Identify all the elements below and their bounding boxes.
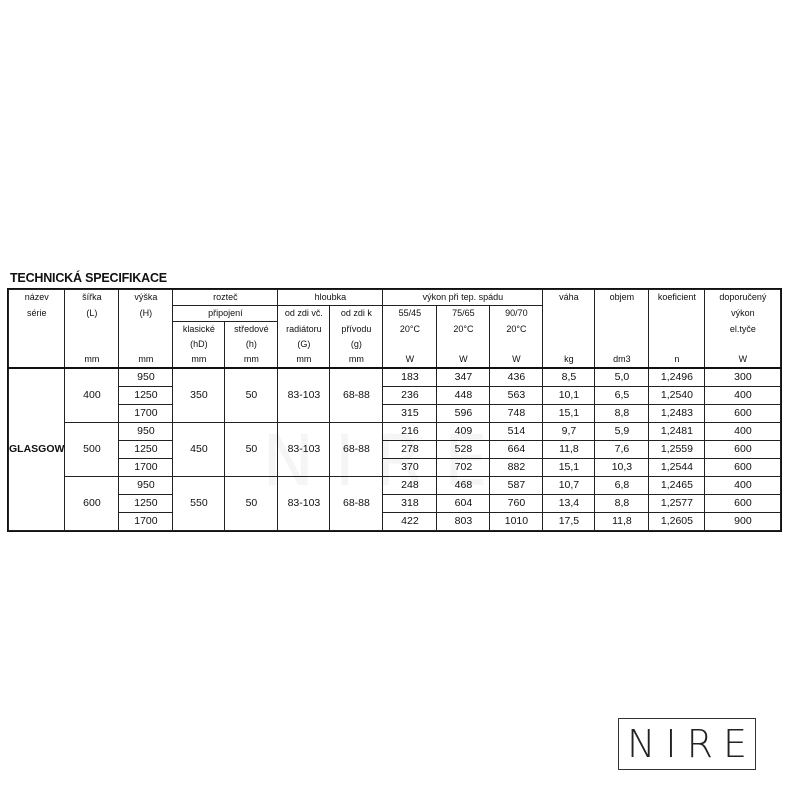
- unit-objem: dm3: [595, 352, 649, 368]
- header-blank: [595, 306, 649, 322]
- volume-cell: 5,0: [595, 368, 649, 387]
- power-75-cell: 468: [437, 477, 490, 495]
- h-cell: 50: [225, 368, 278, 423]
- unit-w3: W: [490, 352, 543, 368]
- unit-blank: [9, 352, 65, 368]
- unit-w1: W: [383, 352, 437, 368]
- header-temp-3: 20°C: [490, 322, 543, 338]
- height-cell: 950: [119, 423, 173, 441]
- volume-cell: 11,8: [595, 513, 649, 531]
- coefficient-cell: 1,2577: [649, 495, 705, 513]
- g-cell: 68-88: [330, 368, 383, 423]
- power-90-cell: 760: [490, 495, 543, 513]
- weight-cell: 13,4: [543, 495, 595, 513]
- volume-cell: 10,3: [595, 459, 649, 477]
- volume-cell: 6,8: [595, 477, 649, 495]
- table-row: [9, 423, 781, 441]
- header-od-zdi-vc: od zdi vč.: [278, 306, 330, 322]
- header-blank: [649, 337, 705, 352]
- header-doporuceny-3: el.tyče: [705, 322, 781, 338]
- power-75-cell: 347: [437, 368, 490, 387]
- header-blank: [543, 306, 595, 322]
- power-90-cell: 882: [490, 459, 543, 477]
- header-radiatoru: radiátoru: [278, 322, 330, 338]
- heater-power-cell: 400: [705, 423, 781, 441]
- heater-power-cell: 300: [705, 368, 781, 387]
- header-sirka: šířka: [65, 290, 119, 306]
- power-55-cell: 216: [383, 423, 437, 441]
- unit-vyska: mm: [119, 352, 173, 368]
- power-75-cell: 702: [437, 459, 490, 477]
- table-row: [9, 513, 781, 531]
- power-55-cell: 236: [383, 387, 437, 405]
- height-cell: 1700: [119, 405, 173, 423]
- header-radiatoru-sym: (G): [278, 337, 330, 352]
- volume-cell: 8,8: [595, 495, 649, 513]
- header-stredove-sym: (h): [225, 337, 278, 352]
- header-blank: [383, 337, 437, 352]
- hD-cell: 550: [173, 477, 225, 531]
- hD-cell: 450: [173, 423, 225, 477]
- header-klasicke: klasické: [173, 322, 225, 338]
- table-row: [9, 387, 781, 405]
- volume-cell: 6,5: [595, 387, 649, 405]
- weight-cell: 10,7: [543, 477, 595, 495]
- header-blank: [595, 322, 649, 338]
- brand-logo: [618, 718, 756, 770]
- unit-klasicke: mm: [173, 352, 225, 368]
- header-serie: série: [9, 306, 65, 322]
- header-objem: objem: [595, 290, 649, 306]
- coefficient-cell: 1,2559: [649, 441, 705, 459]
- header-temp-1: 20°C: [383, 322, 437, 338]
- power-75-cell: 803: [437, 513, 490, 531]
- header-blank: [705, 337, 781, 352]
- header-blank: [65, 322, 119, 338]
- header-blank: [119, 322, 173, 338]
- weight-cell: 17,5: [543, 513, 595, 531]
- header-hloubka: hloubka: [278, 290, 383, 306]
- heater-power-cell: 900: [705, 513, 781, 531]
- brand-logo-text: NIRE: [626, 722, 758, 766]
- weight-cell: 9,7: [543, 423, 595, 441]
- table-row: [9, 405, 781, 423]
- coefficient-cell: 1,2481: [649, 423, 705, 441]
- header-blank: [65, 337, 119, 352]
- power-75-cell: 409: [437, 423, 490, 441]
- header-blank: [543, 322, 595, 338]
- heater-power-cell: 400: [705, 477, 781, 495]
- unit-G: mm: [278, 352, 330, 368]
- header-row-4: [9, 337, 781, 352]
- power-90-cell: 436: [490, 368, 543, 387]
- table-row: [9, 459, 781, 477]
- page-title: TECHNICKÁ SPECIFIKACE: [10, 271, 167, 285]
- header-row-1: [9, 290, 781, 306]
- heater-power-cell: 600: [705, 459, 781, 477]
- header-pripojeni: připojení: [173, 306, 278, 322]
- unit-w2: W: [437, 352, 490, 368]
- coefficient-cell: 1,2483: [649, 405, 705, 423]
- header-blank: [649, 306, 705, 322]
- height-cell: 1700: [119, 459, 173, 477]
- power-55-cell: 248: [383, 477, 437, 495]
- weight-cell: 11,8: [543, 441, 595, 459]
- power-90-cell: 748: [490, 405, 543, 423]
- coefficient-cell: 1,2544: [649, 459, 705, 477]
- header-spad-3: 90/70: [490, 306, 543, 322]
- hD-cell: 350: [173, 368, 225, 423]
- heater-power-cell: 400: [705, 387, 781, 405]
- header-vaha: váha: [543, 290, 595, 306]
- header-doporuceny: doporučený: [705, 290, 781, 306]
- power-55-cell: 422: [383, 513, 437, 531]
- header-vyska: výška: [119, 290, 173, 306]
- header-nazev: název: [9, 290, 65, 306]
- header-blank: [649, 322, 705, 338]
- header-blank: [9, 337, 65, 352]
- header-vykon: výkon při tep. spádu: [383, 290, 543, 306]
- header-vyska-sym: (H): [119, 306, 173, 322]
- power-55-cell: 278: [383, 441, 437, 459]
- header-privodu-sym: (g): [330, 337, 383, 352]
- table-row: [9, 441, 781, 459]
- power-90-cell: 514: [490, 423, 543, 441]
- G-cell: 83-103: [278, 477, 330, 531]
- height-cell: 1250: [119, 441, 173, 459]
- heater-power-cell: 600: [705, 441, 781, 459]
- header-blank: [437, 337, 490, 352]
- unit-g: mm: [330, 352, 383, 368]
- header-blank: [595, 337, 649, 352]
- table-row: [9, 368, 781, 387]
- G-cell: 83-103: [278, 423, 330, 477]
- power-75-cell: 528: [437, 441, 490, 459]
- header-koeficient: koeficient: [649, 290, 705, 306]
- coefficient-cell: 1,2540: [649, 387, 705, 405]
- weight-cell: 15,1: [543, 459, 595, 477]
- power-75-cell: 448: [437, 387, 490, 405]
- power-55-cell: 370: [383, 459, 437, 477]
- header-temp-2: 20°C: [437, 322, 490, 338]
- header-klasicke-sym: (hD): [173, 337, 225, 352]
- header-spad-1: 55/45: [383, 306, 437, 322]
- header-blank: [543, 337, 595, 352]
- power-90-cell: 1010: [490, 513, 543, 531]
- weight-cell: 10,1: [543, 387, 595, 405]
- height-cell: 950: [119, 477, 173, 495]
- heater-power-cell: 600: [705, 405, 781, 423]
- header-privodu: přívodu: [330, 322, 383, 338]
- header-od-zdi-k: od zdi k: [330, 306, 383, 322]
- unit-koef: n: [649, 352, 705, 368]
- volume-cell: 8,8: [595, 405, 649, 423]
- header-row-2: [9, 306, 781, 322]
- width-cell: 500: [65, 423, 119, 477]
- power-75-cell: 596: [437, 405, 490, 423]
- width-cell: 600: [65, 477, 119, 531]
- power-55-cell: 183: [383, 368, 437, 387]
- unit-vaha: kg: [543, 352, 595, 368]
- header-row-3: [9, 322, 781, 338]
- header-doporuceny-2: výkon: [705, 306, 781, 322]
- header-sirka-sym: (L): [65, 306, 119, 322]
- unit-sirka: mm: [65, 352, 119, 368]
- power-90-cell: 664: [490, 441, 543, 459]
- height-cell: 950: [119, 368, 173, 387]
- weight-cell: 8,5: [543, 368, 595, 387]
- G-cell: 83-103: [278, 368, 330, 423]
- volume-cell: 7,6: [595, 441, 649, 459]
- series-name: GLASGOW: [9, 368, 65, 531]
- height-cell: 1250: [119, 495, 173, 513]
- power-55-cell: 318: [383, 495, 437, 513]
- power-90-cell: 563: [490, 387, 543, 405]
- header-blank: [9, 322, 65, 338]
- heater-power-cell: 600: [705, 495, 781, 513]
- height-cell: 1250: [119, 387, 173, 405]
- coefficient-cell: 1,2605: [649, 513, 705, 531]
- unit-el: W: [705, 352, 781, 368]
- height-cell: 1700: [119, 513, 173, 531]
- volume-cell: 5,9: [595, 423, 649, 441]
- unit-stredove: mm: [225, 352, 278, 368]
- power-55-cell: 315: [383, 405, 437, 423]
- header-stredove: středové: [225, 322, 278, 338]
- weight-cell: 15,1: [543, 405, 595, 423]
- width-cell: 400: [65, 368, 119, 423]
- units-row: [9, 352, 781, 368]
- header-spad-2: 75/65: [437, 306, 490, 322]
- header-blank: [490, 337, 543, 352]
- g-cell: 68-88: [330, 423, 383, 477]
- coefficient-cell: 1,2496: [649, 368, 705, 387]
- table-row: [9, 495, 781, 513]
- header-blank: [119, 337, 173, 352]
- specification-table: [8, 289, 781, 531]
- power-90-cell: 587: [490, 477, 543, 495]
- h-cell: 50: [225, 477, 278, 531]
- h-cell: 50: [225, 423, 278, 477]
- power-75-cell: 604: [437, 495, 490, 513]
- coefficient-cell: 1,2465: [649, 477, 705, 495]
- table-row: [9, 477, 781, 495]
- g-cell: 68-88: [330, 477, 383, 531]
- header-roztec: rozteč: [173, 290, 278, 306]
